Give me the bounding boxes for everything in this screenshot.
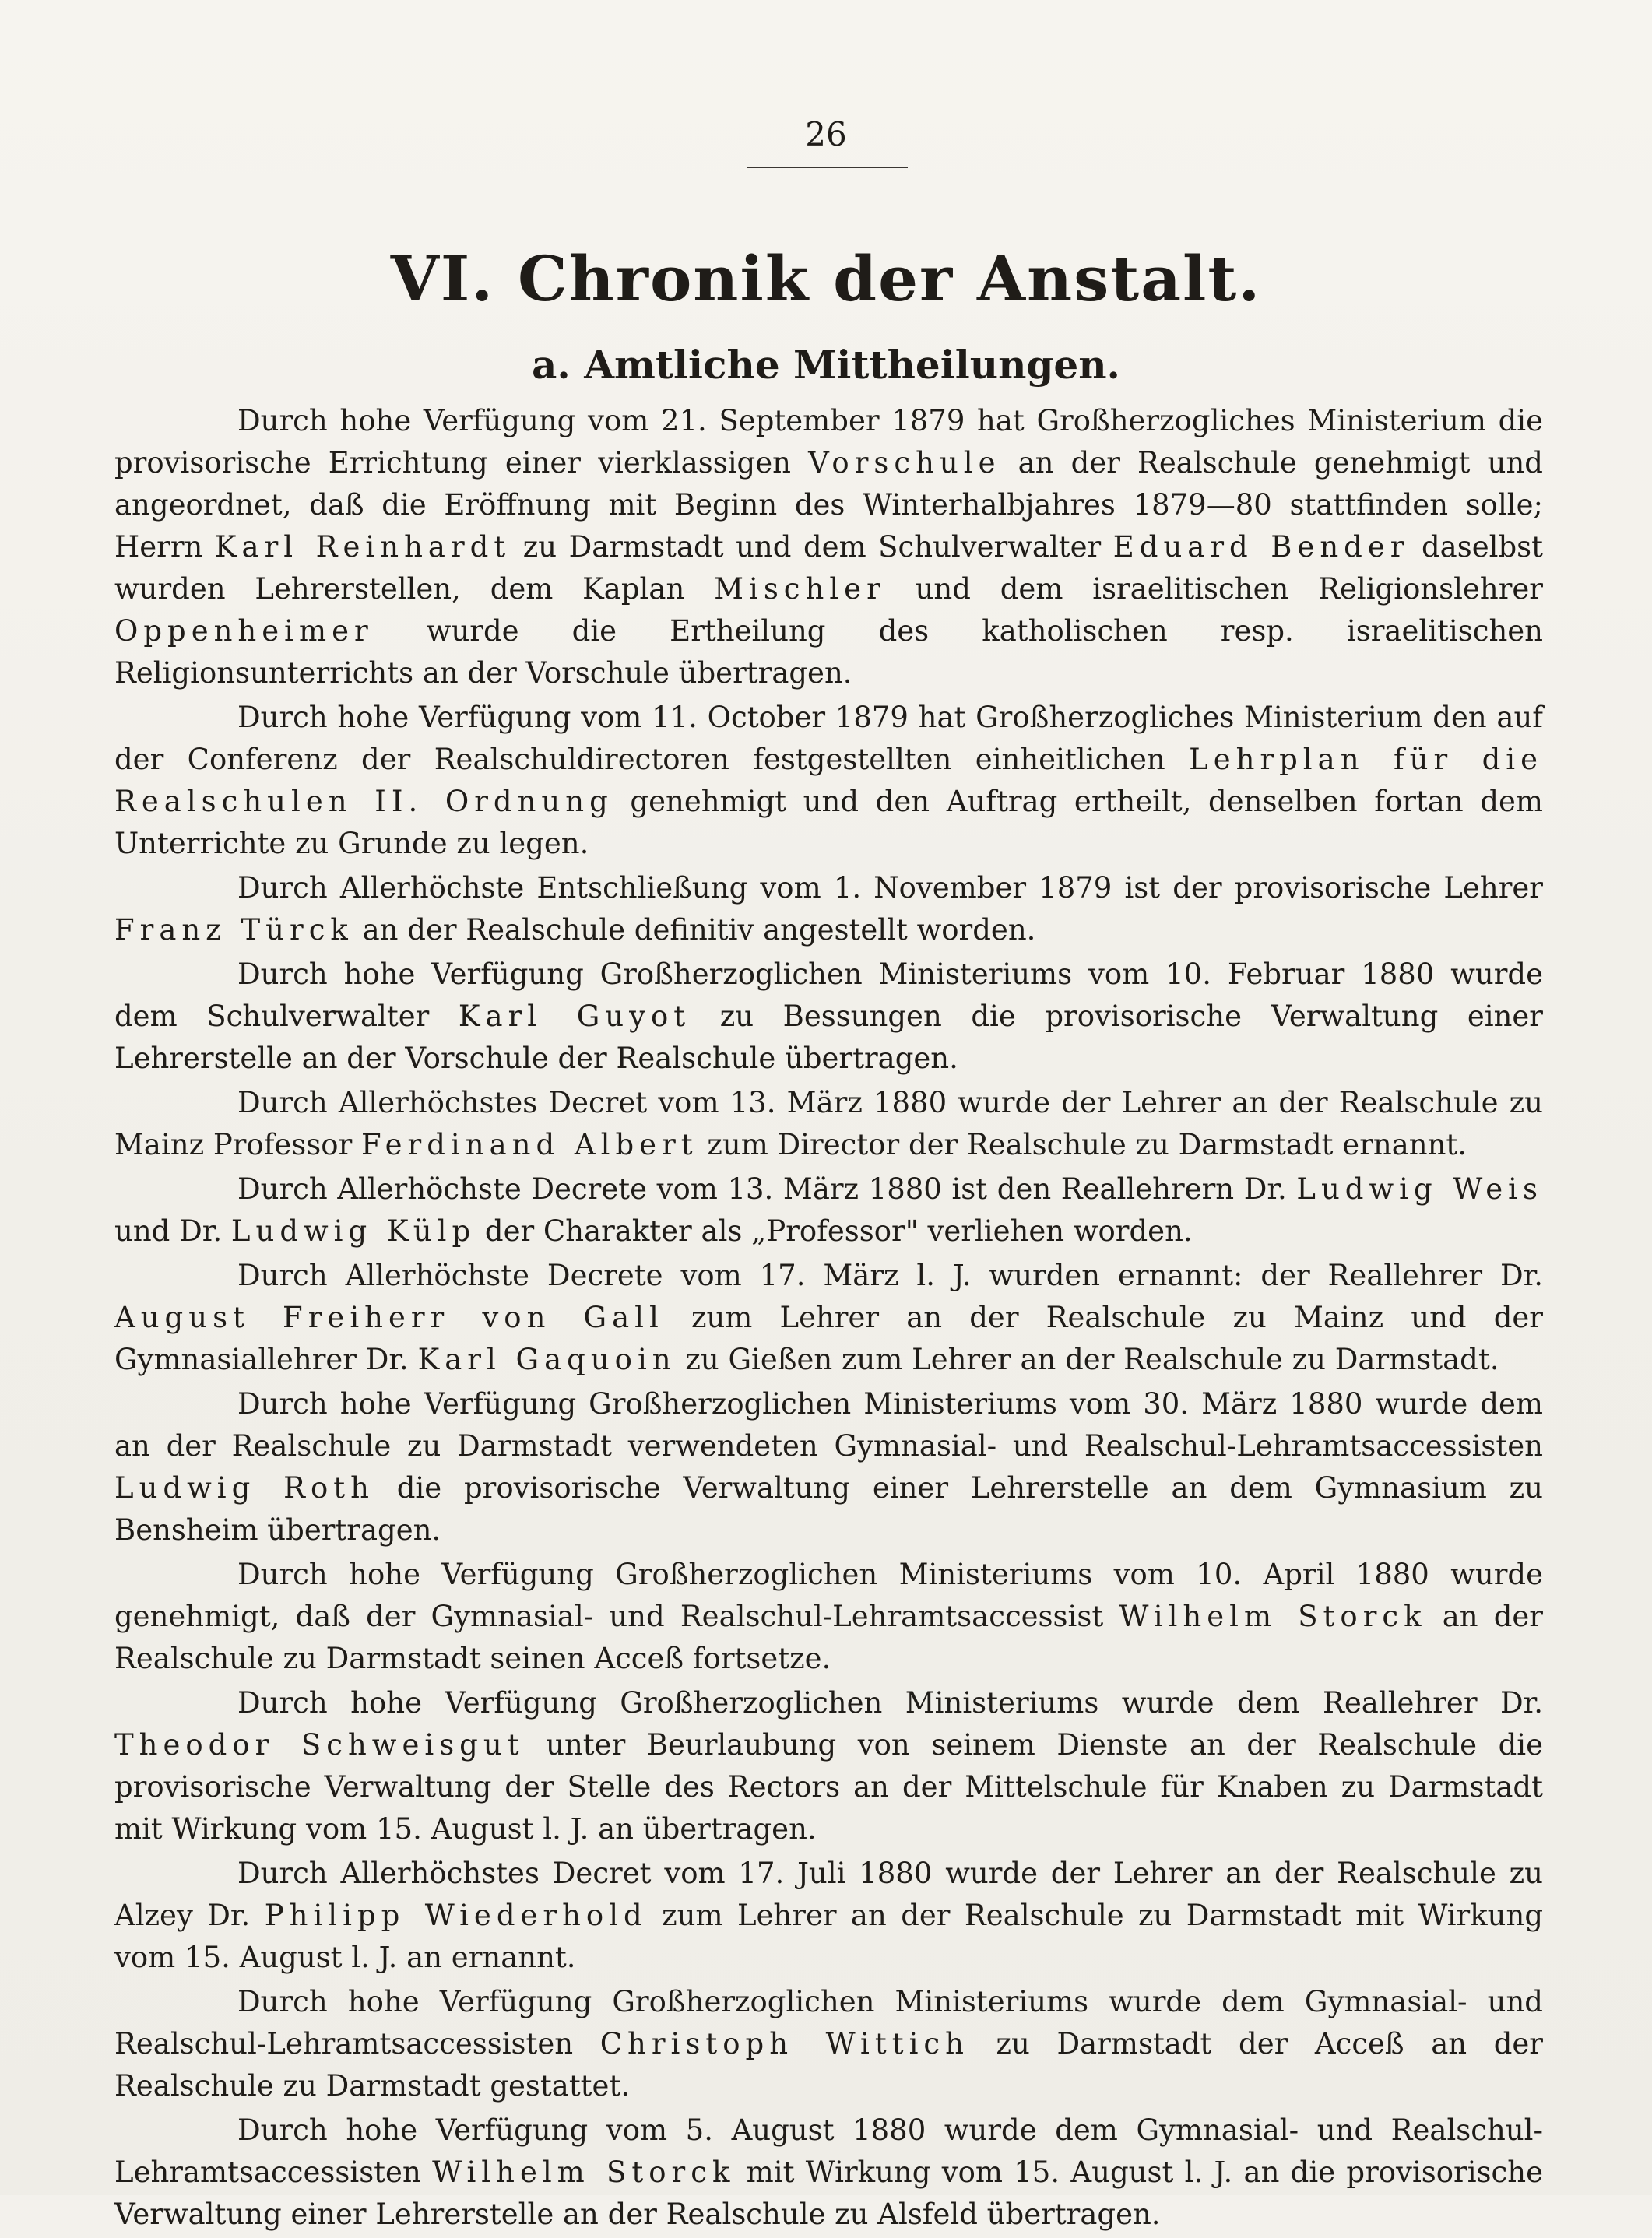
text-run: daselbst wurden Lehrerstellen, dem Kaplan [114,530,1544,606]
text-run: zu Bessungen die provisorische Verwaltung einer Lehrerstelle an der Vorschule der Realschule übertragen. [114,1000,1543,1075]
paragraph [114,1255,1543,1381]
spaced-name: Theodor Schweisgut [114,1728,525,1762]
spaced-name: Wilhelm Storck [1119,1600,1427,1633]
chapter-title: VI. Chronik der Anstalt. [390,242,1262,315]
text-run: an der Realschule zu Darmstadt seinen Acceß fortsetze. [114,1600,1543,1675]
spaced-name: Ferdinand Albert [361,1128,698,1161]
text-run: mit Wirkung vom 15. August l. J. an die provisorische Verwaltung einer Lehrerstelle an der Realschule zu Alsfeld übertragen. [114,2155,1543,2231]
text-run: Durch Allerhöchste Entschließung vom 1. November 1879 ist der provisorische Lehrer [237,871,1543,905]
text-run: unter Beurlaubung von seinem Dienste an der Realschule die provisorische Verwaltung der Stelle des Rectors an der Mittelschule für Knaben zu Darmstadt mit Wirkung vom 15. August l. J. an übertragen. [114,1728,1543,1846]
spaced-name: Eduard Bender [1112,530,1410,564]
section-title: a. Amtliche Mittheilungen. [532,342,1120,388]
text-run: Durch hohe Verfügung Großherzoglichen Ministeriums wurde dem Gymnasial- und Realschul-Lehramtsaccessisten [114,1985,1543,2061]
text-run: zum Lehrer an der Realschule zu Mainz und der Gymnasiallehrer Dr. [114,1301,1543,1376]
spaced-name: Wilhelm Storck [432,2155,736,2189]
paragraph [114,1981,1543,2107]
text-run: Durch hohe Verfügung vom 21. September 1879 hat Großherzogliches Ministerium die provisorische Errichtung einer vierklassigen [114,404,1543,480]
spaced-name: Karl Reinhardt [214,530,511,564]
text-run: zu Gießen zum Lehrer an der Realschule zu Darmstadt. [676,1343,1499,1376]
spaced-name: Vorschule [808,446,1001,480]
spaced-name: Oppenheimer [114,614,374,648]
paragraph [114,1554,1543,1680]
text-run: zum Lehrer an der Realschule zu Darmstadt mit Wirkung vom 15. August l. J. an ernannt. [114,1899,1544,1974]
paragraph [114,1682,1543,1850]
page-number: 26 [805,115,847,153]
text-run: genehmigt und den Auftrag ertheilt, denselben fortan dem Unterrichte zu Grunde zu legen. [114,785,1543,860]
text-run: Durch hohe Verfügung Großherzoglichen Ministeriums wurde dem Reallehrer Dr. [237,1686,1543,1720]
page-number-rule [747,167,908,168]
text-run: an der Realschule definitiv angestellt worden. [353,913,1036,947]
text-run: der Charakter als „Professor" verliehen worden. [476,1214,1193,1248]
text-run: zu Darmstadt und dem Schulverwalter [511,530,1113,564]
spaced-name: Ludwig Roth [114,1471,374,1505]
body-text [114,400,1543,2238]
spaced-name: Karl Gaquoin [417,1343,677,1376]
spaced-name: Ludwig Külp [230,1214,476,1248]
text-run: Durch hohe Verfügung vom 5. August 1880 wurde dem Gymnasial- und Realschul-Lehramtsaccessisten [114,2113,1543,2189]
text-run: zu Darmstadt der Acceß an der Realschule zu Darmstadt gestattet. [114,2027,1543,2103]
paragraph [114,1168,1543,1253]
spaced-name: Mischler [714,572,886,606]
paragraph [114,1383,1543,1551]
text-run: Durch hohe Verfügung Großherzoglichen Ministeriums vom 10. April 1880 wurde genehmigt, daß der Gymnasial- und Realschul-Lehramtsaccessist [114,1558,1543,1633]
spaced-name: Philipp Wiederhold [264,1899,648,1932]
text-run: Durch Allerhöchste Decrete vom 13. März 1880 ist den Reallehrern Dr. [237,1172,1297,1206]
paragraph [114,1082,1543,1166]
spaced-name: Christoph Wittich [599,2027,969,2061]
text-run: Durch hohe Verfügung vom 11. October 1879 hat Großherzogliches Ministerium den auf der Conferenz der Realschuldirectoren festgestellten einheitlichen [114,701,1543,776]
text-run: und dem israelitischen Religionslehrer [885,572,1543,606]
spaced-name: Lehrplan für die Realschulen II. Ordnung [114,743,1543,818]
paragraph [114,954,1543,1080]
spaced-name: Karl Guyot [458,1000,691,1033]
text-run: Durch Allerhöchste Decrete vom 17. März l. J. wurden ernannt: der Reallehrer Dr. [237,1259,1543,1292]
text-run: zum Director der Realschule zu Darmstadt ernannt. [698,1128,1467,1161]
text-run: und Dr. [114,1214,231,1248]
text-run: Durch Allerhöchstes Decret vom 17. Juli 1880 wurde der Lehrer an der Realschule zu Alzey Dr. [114,1857,1543,1932]
paragraph [114,400,1543,694]
text-run: Durch hohe Verfügung Großherzoglichen Ministeriums vom 10. Februar 1880 wurde dem Schulverwalter [114,957,1543,1033]
paragraph [114,697,1543,865]
spaced-name: August Freiherr von Gall [114,1301,664,1334]
paragraph [114,1853,1543,1979]
paragraph [114,867,1543,951]
text-run: wurde die Ertheilung des katholischen resp. israelitischen Religionsunterrichts an der Vorschule übertragen. [114,614,1543,690]
text-run: die provisorische Verwaltung einer Lehrerstelle an dem Gymnasium zu Bensheim übertragen. [114,1471,1543,1547]
text-run: Durch hohe Verfügung Großherzoglichen Ministeriums vom 30. März 1880 wurde dem an der Realschule zu Darmstadt verwendeten Gymnasial- und Realschul-Lehramtsaccessisten [114,1387,1543,1463]
text-run: Durch Allerhöchstes Decret vom 13. März 1880 wurde der Lehrer an der Realschule zu Mainz Professor [114,1086,1543,1161]
spaced-name: Ludwig Weis [1296,1172,1543,1206]
text-run: an der Realschule genehmigt und angeordnet, daß die Eröffnung mit Beginn des Winterhalbjahres 1879—80 stattfinden solle; Herrn [114,446,1543,564]
paragraph [114,2110,1543,2236]
spaced-name: Franz Türck [114,913,353,947]
